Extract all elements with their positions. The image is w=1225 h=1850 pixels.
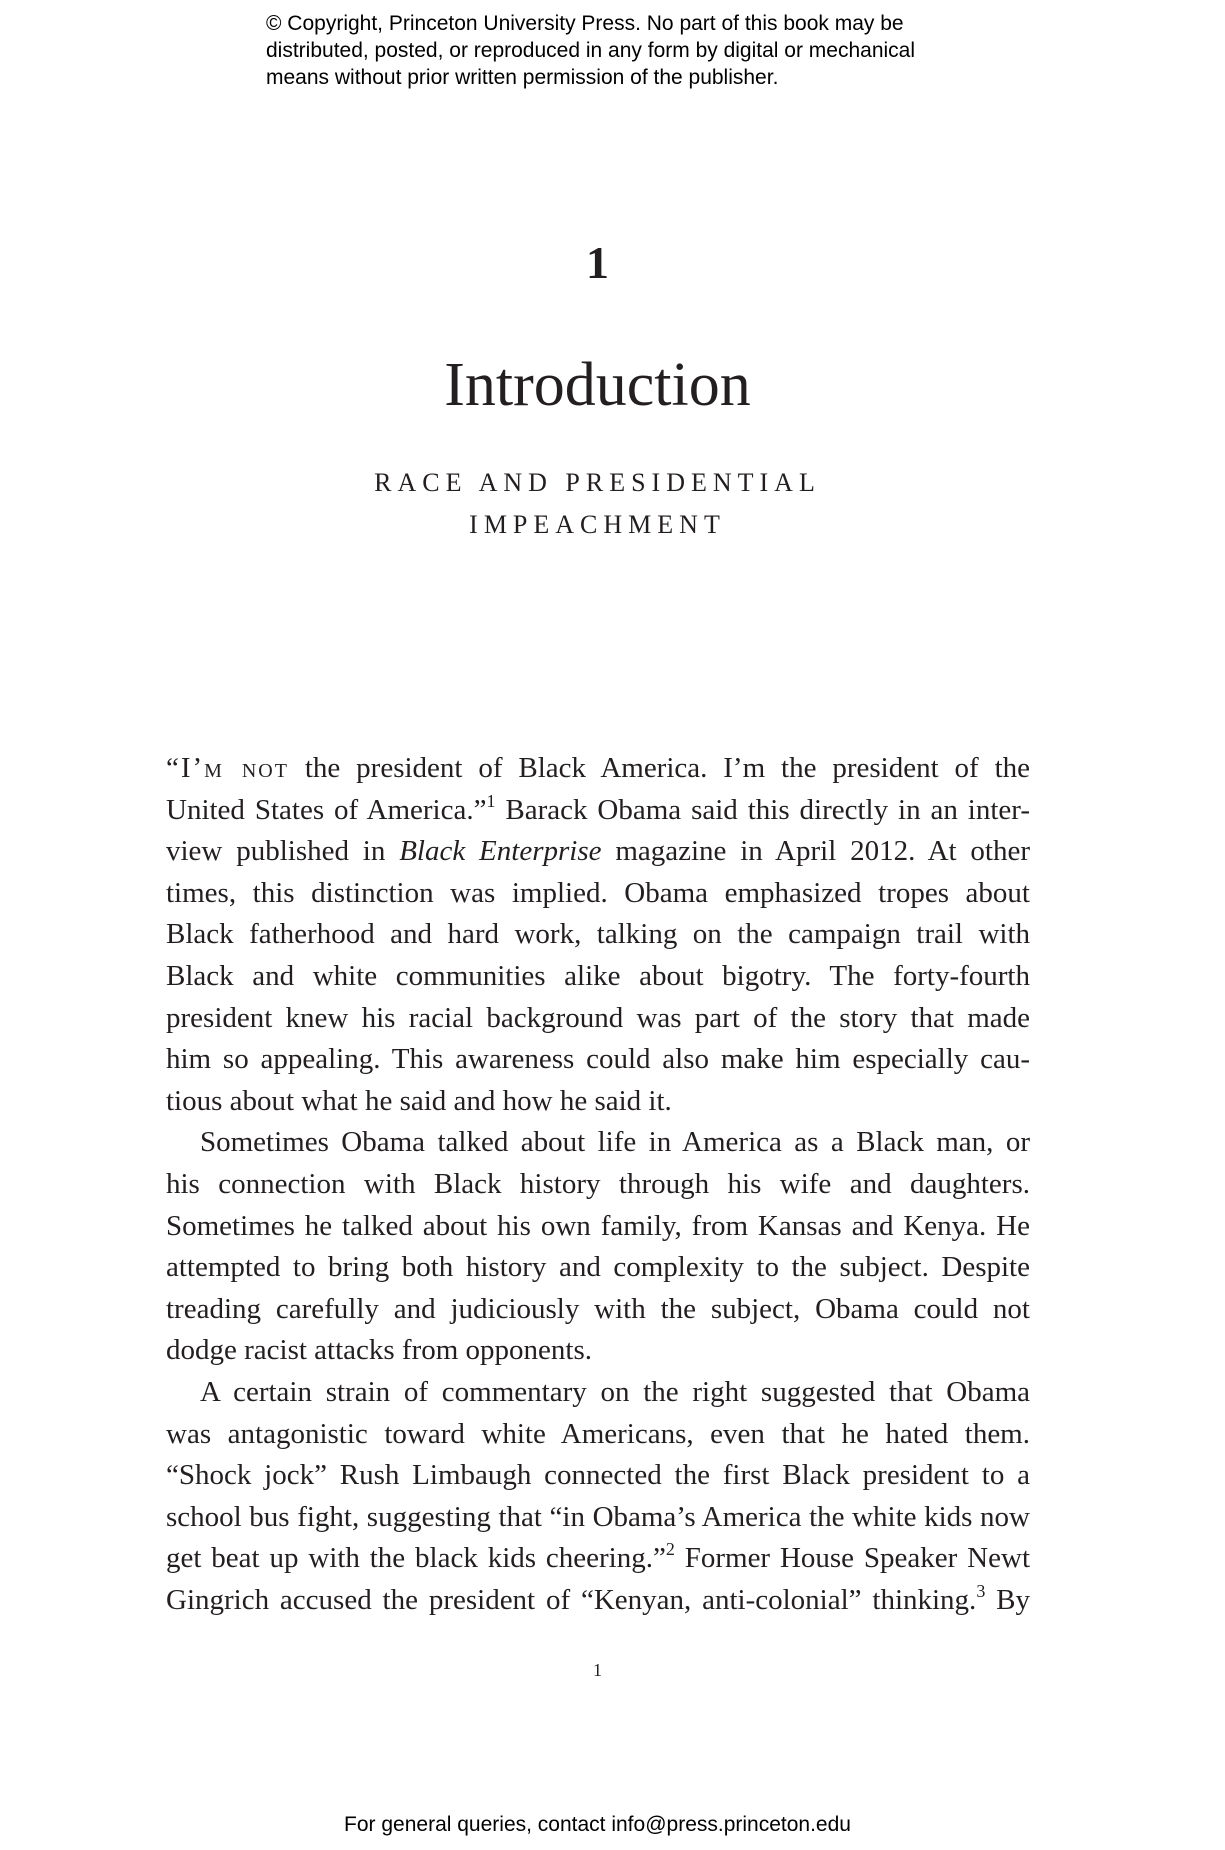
body-text xyxy=(166,748,1030,1621)
opening-words: “I’m not xyxy=(166,752,289,784)
chapter-number: 1 xyxy=(586,237,609,288)
text-line xyxy=(166,1580,1030,1622)
text-line xyxy=(166,831,1030,873)
text-line: him so appealing. This awareness could also make him especially cau- xyxy=(166,1043,1030,1076)
copyright-notice xyxy=(266,10,1026,91)
footnote-marker[interactable]: 2 xyxy=(665,1539,675,1560)
text-line: his connection with Black history through his wife and daughters. xyxy=(166,1167,1030,1200)
text-line: was antagonistic toward white Americans, even that he hated them. xyxy=(166,1417,1030,1450)
text-segment: the president of Black America. I’m the president of the xyxy=(288,752,1030,784)
contact-footer: For general queries, contact info@press.princeton.edu xyxy=(344,1813,851,1836)
text-line: times, this distinction was implied. Obama emphasized tropes about xyxy=(166,876,1030,909)
copyright-line: means without prior written permission of the publisher. xyxy=(266,66,779,89)
text-segment: By xyxy=(985,1583,1030,1616)
text-line: Sometimes he talked about his own family, from Kansas and Kenya. He xyxy=(166,1209,1030,1242)
text-line xyxy=(166,748,1030,790)
chapter-subtitle-line: RACE AND PRESIDENTIAL xyxy=(374,468,821,497)
text-line xyxy=(166,1538,1030,1580)
text-line: Black fatherhood and hard work, talking on the campaign trail with xyxy=(166,918,1030,951)
page-number: 1 xyxy=(593,1660,602,1680)
text-line: Sometimes Obama talked about life in America as a Black man, or xyxy=(200,1126,1030,1159)
text-segment: United States of America.” xyxy=(166,793,487,826)
text-line: A certain strain of commentary on the right suggested that Obama xyxy=(200,1375,1030,1408)
publication-title: Black Enterprise xyxy=(399,835,602,868)
chapter-subtitle xyxy=(0,462,1195,546)
copyright-line: © Copyright, Princeton University Press. No part of this book may be xyxy=(266,12,904,35)
text-segment: view published in xyxy=(166,835,400,868)
text-line: dodge racist attacks from opponents. xyxy=(166,1334,593,1367)
text-segment: Barack Obama said this directly in an inter- xyxy=(495,793,1030,826)
text-line: tious about what he said and how he said it. xyxy=(166,1084,672,1117)
copyright-line: distributed, posted, or reproduced in any form by digital or mechanical xyxy=(266,39,916,62)
chapter-subtitle-line: IMPEACHMENT xyxy=(469,510,726,539)
text-segment: get beat up with the black kids cheering.” xyxy=(166,1542,666,1575)
text-line: school bus fight, suggesting that “in Obama’s America the white kids now xyxy=(166,1500,1030,1533)
text-line: attempted to bring both history and complexity to the subject. Despite xyxy=(166,1251,1030,1284)
text-line: “Shock jock” Rush Limbaugh connected the first Black president to a xyxy=(166,1459,1030,1492)
footnote-marker[interactable]: 3 xyxy=(976,1580,986,1601)
text-segment: magazine in April 2012. At other xyxy=(601,835,1030,868)
text-segment: Gingrich accused the president of “Kenyan, anti-colonial” thinking. xyxy=(166,1583,977,1616)
text-line: president knew his racial background was part of the story that made xyxy=(166,1001,1030,1034)
footnote-marker[interactable]: 1 xyxy=(486,790,496,811)
text-segment: Former House Speaker Newt xyxy=(674,1542,1031,1575)
text-line xyxy=(166,790,1030,832)
text-line: Black and white communities alike about bigotry. The forty-fourth xyxy=(166,959,1030,992)
chapter-title: Introduction xyxy=(444,351,751,419)
text-line: treading carefully and judiciously with the subject, Obama could not xyxy=(166,1292,1030,1325)
